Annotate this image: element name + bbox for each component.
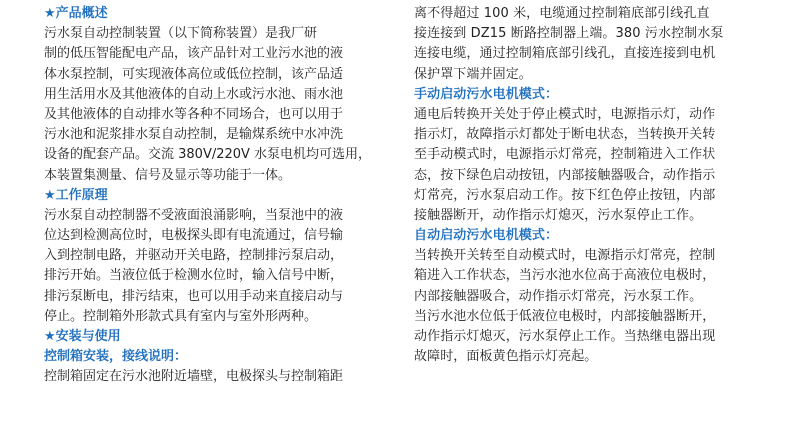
section-heading-principle: ★工作原理 <box>44 187 108 203</box>
left-column <box>44 4 392 388</box>
auto-mode-paragraph <box>414 246 766 367</box>
text-line: 污水泵自动控制装置（以下简称装置）是我厂研 <box>44 26 318 42</box>
text-line: 连接电缆，通过控制箱底部引线孔，直接连接到电机 <box>414 46 716 62</box>
section-heading-overview: ★产品概述 <box>44 6 108 21</box>
text-line: 本装置集测量、信号及显示等功能于一体。 <box>44 167 292 183</box>
text-line: 设备的配套产品。交流 380V/220V 水泵电机均可选用， <box>44 147 372 163</box>
text-line: 控制箱固定在污水池附近墙壁，电极探头与控制箱距 <box>44 369 344 385</box>
text-line: 通电后转换开关处于停止模式时，电源指示灯，动作 <box>414 106 716 122</box>
principle-paragraph <box>44 206 392 327</box>
text-line: 污水泵自动控制器不受液面浪涌影响，当泵池中的液 <box>44 207 344 223</box>
text-line: 至手动模式时，电源指示灯常亮，控制箱进入工作状 <box>414 147 716 163</box>
text-line: 动作指示灯熄灭，污水泵停止工作。当热继电器出现 <box>414 329 716 344</box>
text-line: 灯常亮，污水泵启动工作。按下红色停止按钮，内部 <box>414 187 716 203</box>
text-line: 态，按下绿色启动按钮，内部接触器吸合，动作指示 <box>414 167 716 183</box>
text-line: 接连接到 DZ15 断路控制器上端。380 污水控制水泵 <box>414 26 724 42</box>
text-line: 当转换开关转至自动模式时，电源指示灯常亮，控制 <box>414 248 716 264</box>
text-line: 排污开始。当液位低于检测水位时，输入信号中断， <box>44 268 344 284</box>
text-line: 污水池和泥浆排水泵自动控制，是输煤系统中水冲洗 <box>44 127 344 143</box>
text-line: 体水泵控制，可实现液体高位或低位控制，该产品适 <box>44 66 344 82</box>
section-heading-manual-mode: 手动启动污水电机模式： <box>414 86 559 102</box>
text-line: 离不得超过 100 米，电缆通过控制箱底部引线孔直 <box>414 6 710 21</box>
text-line: 当污水池水位低于低液位电极时，内部接触器断开， <box>414 308 716 324</box>
text-line: 用生活用水及其他液体的自动上水或污水池、雨水池 <box>44 86 344 102</box>
text-line: 接触器断开，动作指示灯熄灭，污水泵停止工作。 <box>414 207 703 223</box>
text-line: 内部接触器吸合，动作指示灯常亮，污水泵工作。 <box>414 288 703 304</box>
text-line: 位达到检测高位时，电极探头即有电流通过，信号输 <box>44 228 344 244</box>
right-column <box>414 4 766 367</box>
section-heading-auto-mode: 自动启动污水电机模式： <box>414 228 559 244</box>
text-line: 箱进入工作状态，当污水池水位高于高液位电极时， <box>414 268 716 284</box>
overview-paragraph <box>44 24 392 186</box>
text-line: 故障时，面板黄色指示灯亮起。 <box>414 349 598 365</box>
text-line: 保护罩下端并固定。 <box>414 66 532 82</box>
text-line: 及其他液体的自动排水等各种不同场合，也可以用于 <box>44 106 344 122</box>
subheading-install-wiring: 控制箱安装，接线说明： <box>44 349 188 365</box>
install-paragraph-continued <box>414 4 766 85</box>
text-line: 排污泵断电，排污结束，也可以用手动来直接启动与 <box>44 288 344 304</box>
text-line: 制的低压智能配电产品，该产品针对工业污水池的液 <box>44 46 344 62</box>
text-line: 停止。控制箱外形款式具有室内与室外形两种。 <box>44 308 318 324</box>
manual-mode-paragraph <box>414 105 766 226</box>
install-paragraph <box>44 367 392 387</box>
text-line: 指示灯，故障指示灯都处于断电状态，当转换开关转 <box>414 127 716 143</box>
section-heading-install: ★安装与使用 <box>44 329 121 344</box>
text-line: 入到控制电路，并驱动开关电路，控制排污泵启动， <box>44 248 344 264</box>
